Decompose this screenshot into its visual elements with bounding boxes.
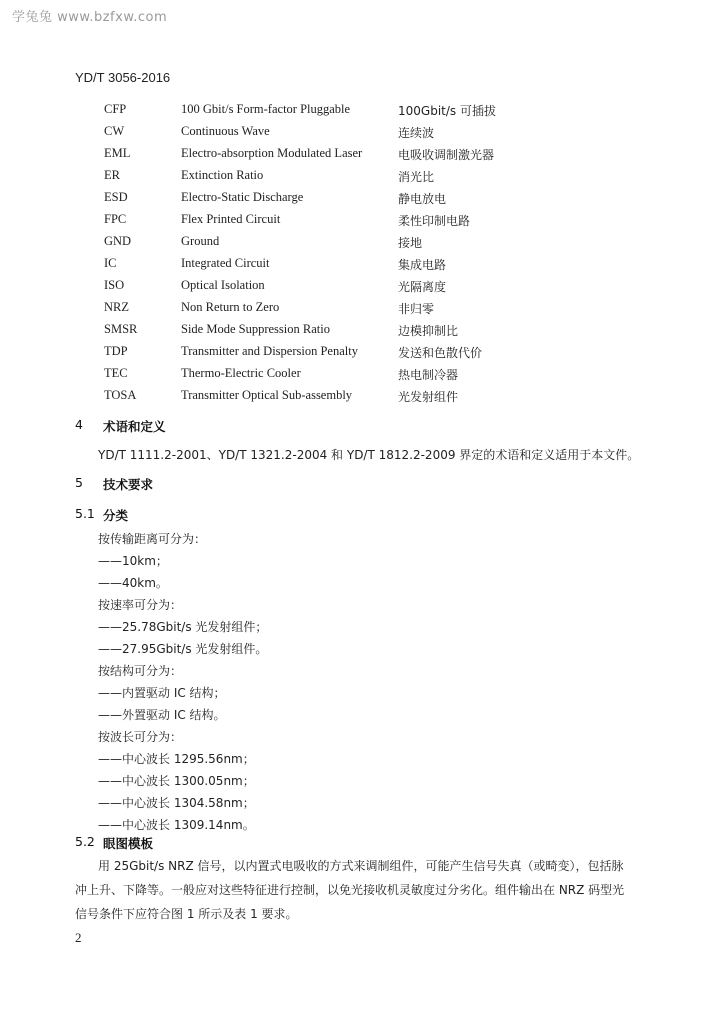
english-term: Continuous Wave: [181, 124, 270, 138]
english-term: Non Return to Zero: [181, 300, 280, 314]
abbreviation: SMSR: [104, 322, 138, 336]
english-term: Side Mode Suppression Ratio: [181, 322, 330, 336]
abbreviation: NRZ: [104, 300, 129, 314]
english-term: 100 Gbit/s Form-factor Pluggable: [181, 102, 351, 116]
abbreviation-row: [0, 146, 724, 168]
abbreviation: TEC: [104, 366, 128, 380]
section-title: 分类: [103, 508, 129, 523]
abbreviation-row: [0, 322, 724, 344]
abbreviation: EML: [104, 146, 131, 160]
section-title: 技术要求: [103, 477, 154, 492]
english-term: Extinction Ratio: [181, 168, 264, 182]
abbreviation-row: [0, 278, 724, 300]
paragraph-line: 用 25Gbit/s NRZ 信号，以内置式电吸收的方式来调制组件，可能产生信号失真（或畸变），包括脉: [98, 859, 624, 873]
abbreviation-row: [0, 102, 724, 124]
english-term: Transmitter Optical Sub-assembly: [181, 388, 353, 402]
chinese-term: 100Gbit/s 可插拔: [398, 104, 496, 118]
paragraph-line: 冲上升、下降等。一般应对这些特征进行控制，以免光接收机灵敏度过分劣化。组件输出在 NRZ 码型光: [75, 883, 625, 897]
english-term: Flex Printed Circuit: [181, 212, 281, 226]
abbreviation-row: [0, 344, 724, 366]
list-item: ——25.78Gbit/s 光发射组件；: [98, 620, 268, 634]
abbreviation-row: [0, 388, 724, 410]
list-item: ——中心波长 1300.05nm；: [98, 774, 255, 788]
list-item: ——40km。: [98, 576, 168, 590]
list-item: ——27.95Gbit/s 光发射组件。: [98, 642, 268, 656]
section-number: 5: [75, 475, 83, 490]
chinese-term: 边模抑制比: [398, 324, 459, 338]
chinese-term: 静电放电: [398, 192, 447, 206]
list-item: ——10km；: [98, 554, 168, 568]
chinese-term: 光隔离度: [398, 280, 447, 294]
english-term: Electro-absorption Modulated Laser: [181, 146, 363, 160]
abbreviation-row: [0, 212, 724, 234]
chinese-term: 消光比: [398, 170, 435, 184]
list-item: 按传输距离可分为：: [98, 532, 207, 546]
abbreviation-row: [0, 124, 724, 146]
section-title: 术语和定义: [103, 419, 166, 434]
english-term: Electro-Static Discharge: [181, 190, 304, 204]
section-number: 5.2: [75, 834, 95, 849]
chinese-term: 电吸收调制激光器: [398, 148, 495, 162]
list-item: 按波长可分为：: [98, 730, 183, 744]
chinese-term: 非归零: [398, 302, 435, 316]
chinese-term: 柔性印制电路: [398, 214, 471, 228]
watermark: 学兔兔 www.bzfxw.com: [12, 10, 168, 25]
abbreviation: GND: [104, 234, 132, 248]
abbreviation-row: [0, 256, 724, 278]
english-term: Integrated Circuit: [181, 256, 270, 270]
list-item: ——中心波长 1295.56nm；: [98, 752, 255, 766]
abbreviation: TDP: [104, 344, 128, 358]
english-term: Optical Isolation: [181, 278, 265, 292]
list-item: ——内置驱动 IC 结构；: [98, 686, 226, 700]
english-term: Ground: [181, 234, 220, 248]
chinese-term: 集成电路: [398, 258, 447, 272]
english-term: Thermo-Electric Cooler: [181, 366, 301, 380]
abbreviation: ER: [104, 168, 120, 182]
section-4-text: YD/T 1111.2-2001、YD/T 1321.2-2004 和 YD/T 1812.2-2009 界定的术语和定义适用于本文件。: [98, 448, 640, 462]
list-item: ——外置驱动 IC 结构。: [98, 708, 226, 722]
abbreviation-row: [0, 168, 724, 190]
abbreviation-row: [0, 234, 724, 256]
list-item: 按结构可分为：: [98, 664, 183, 678]
chinese-term: 接地: [398, 236, 423, 250]
chinese-term: 热电制冷器: [398, 368, 459, 382]
paragraph-line: 信号条件下应符合图 1 所示及表 1 要求。: [75, 907, 298, 921]
abbreviation: ESD: [104, 190, 128, 204]
section-title: 眼图模板: [103, 836, 154, 851]
chinese-term: 连续波: [398, 126, 435, 140]
abbreviation: IC: [104, 256, 117, 270]
list-item: 按速率可分为：: [98, 598, 183, 612]
abbreviation: TOSA: [104, 388, 137, 402]
abbreviation: CW: [104, 124, 125, 138]
english-term: Transmitter and Dispersion Penalty: [181, 344, 358, 358]
abbreviation-row: [0, 190, 724, 212]
page-number: 2: [75, 930, 82, 945]
abbreviation-row: [0, 366, 724, 388]
abbreviation: CFP: [104, 102, 127, 116]
chinese-term: 光发射组件: [398, 390, 459, 404]
chinese-term: 发送和色散代价: [398, 346, 483, 360]
standard-header: YD/T 3056-2016: [75, 70, 171, 85]
abbreviation-row: [0, 300, 724, 322]
list-item: ——中心波长 1304.58nm；: [98, 796, 255, 810]
section-number: 4: [75, 417, 83, 432]
abbreviation: ISO: [104, 278, 125, 292]
list-item: ——中心波长 1309.14nm。: [98, 818, 255, 832]
section-number: 5.1: [75, 506, 95, 521]
abbreviation: FPC: [104, 212, 127, 226]
